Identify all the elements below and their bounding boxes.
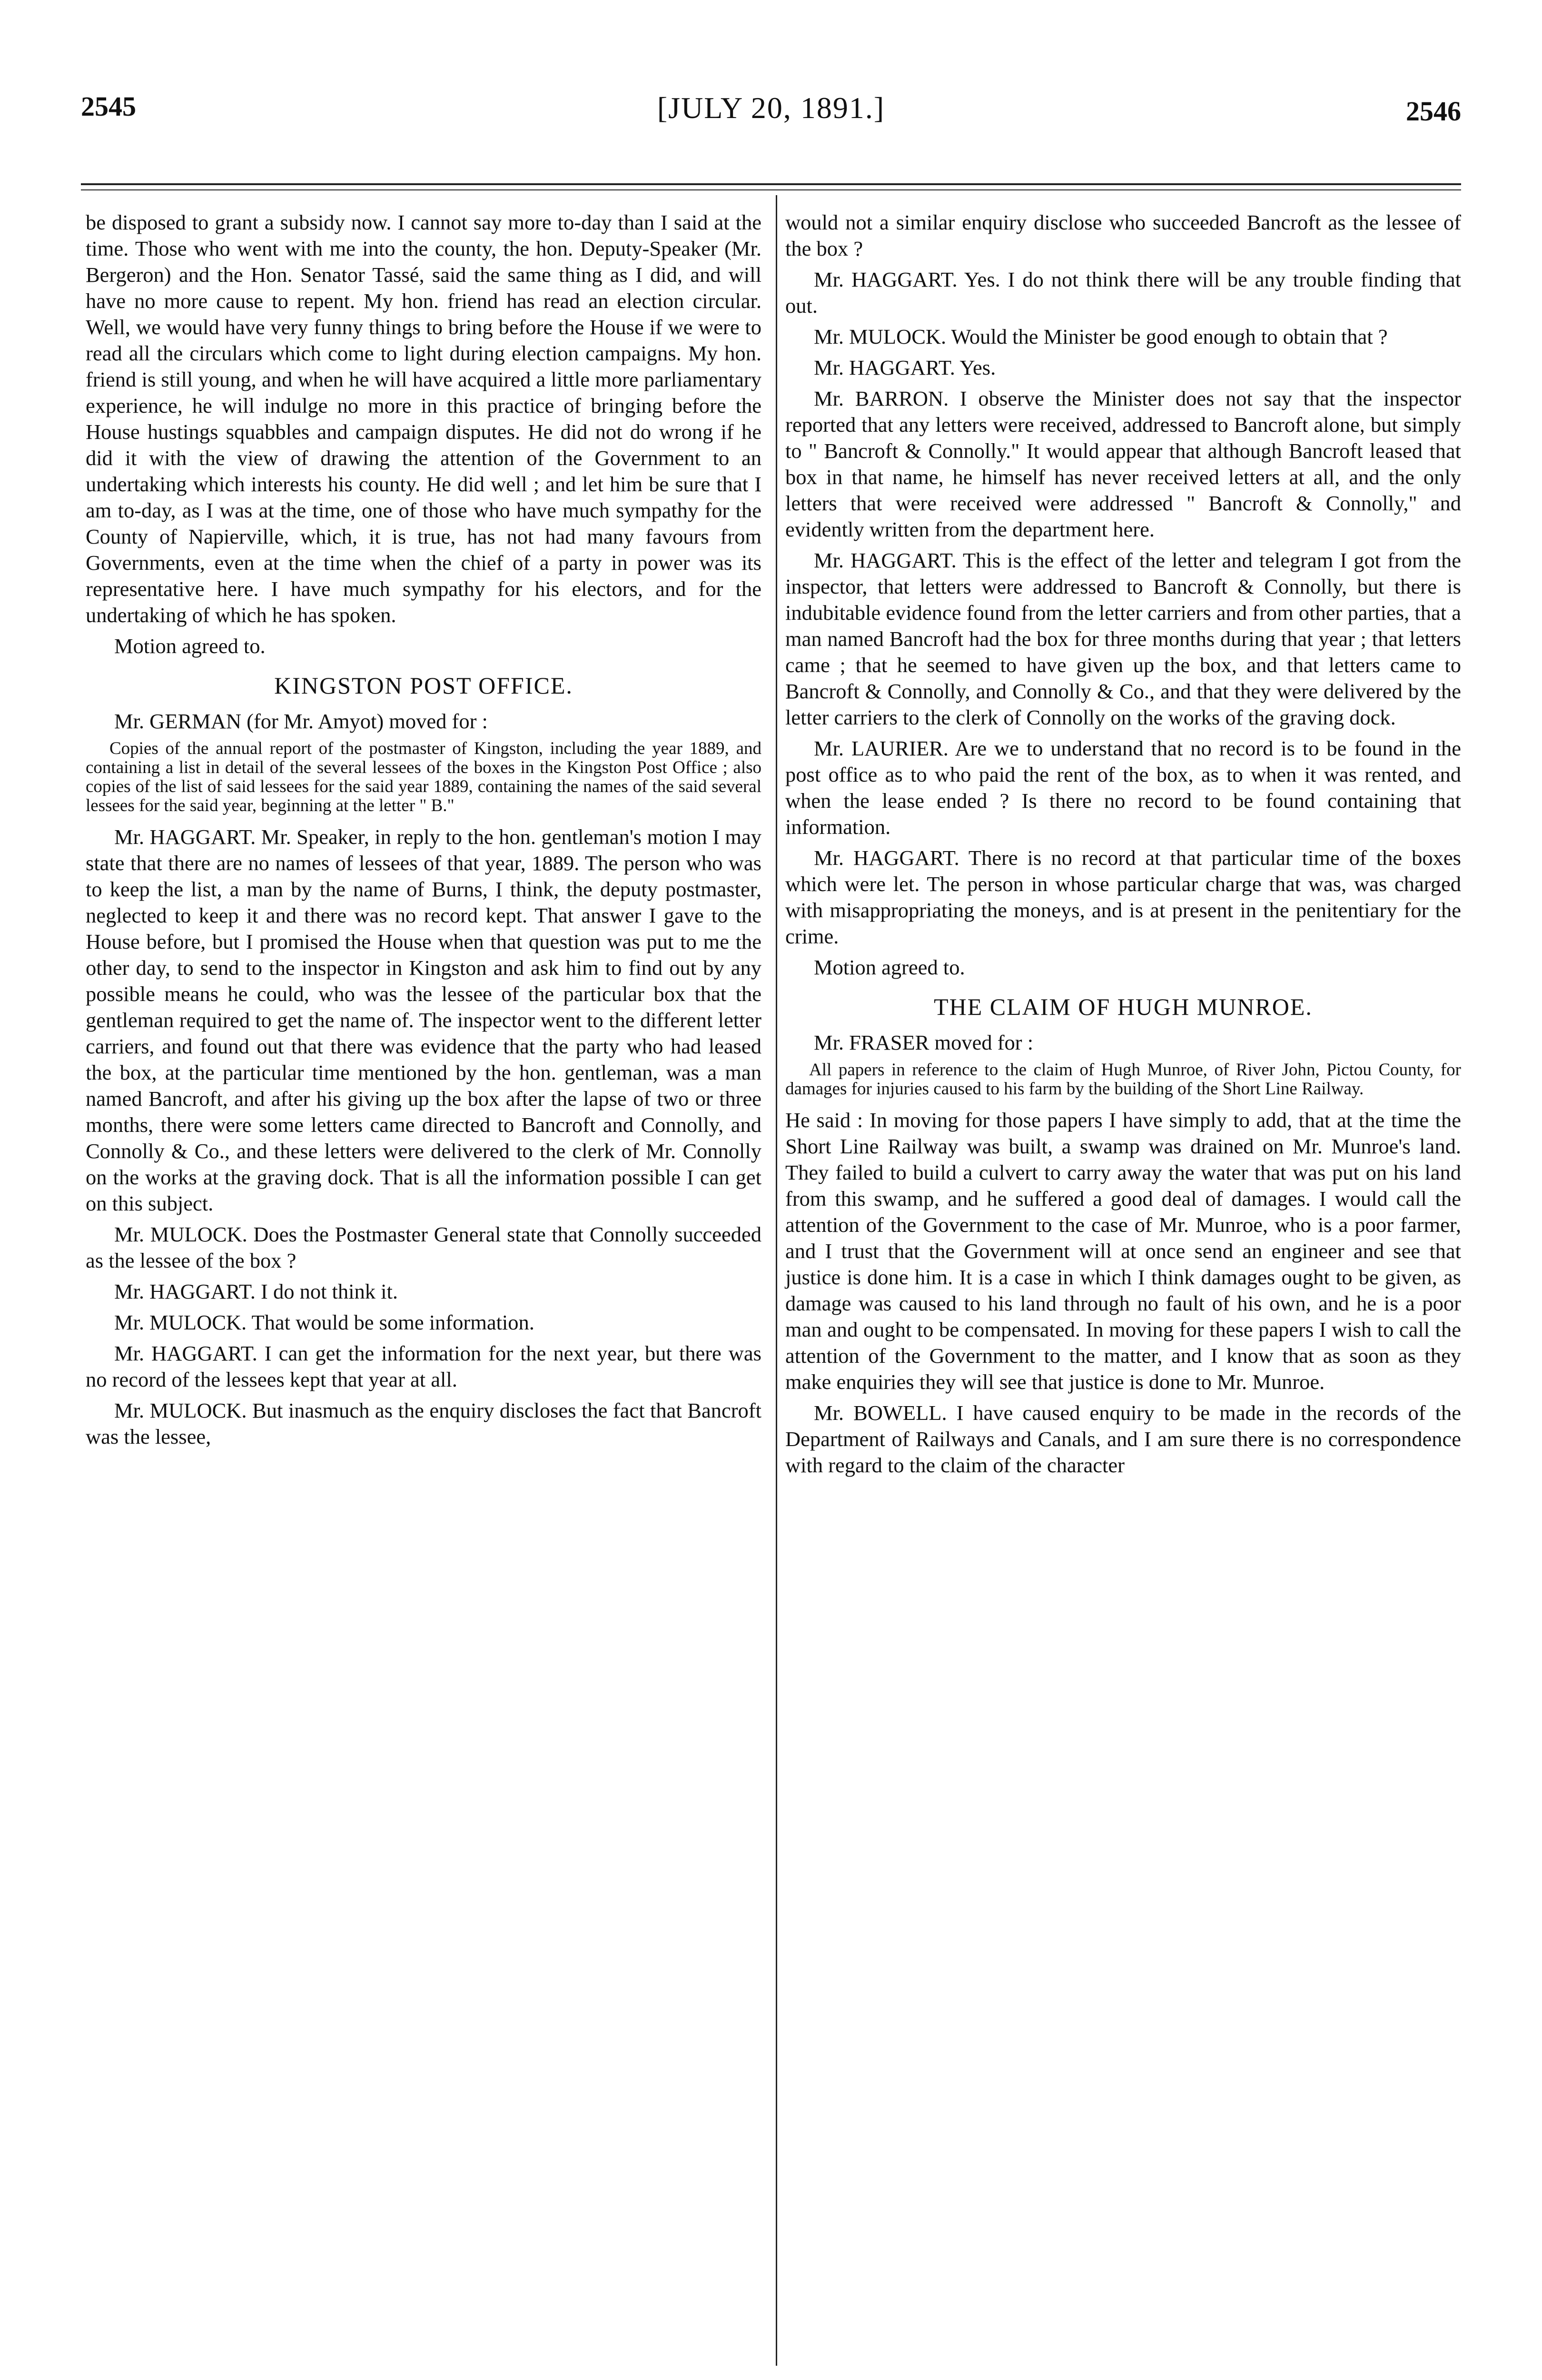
page-header [81, 90, 1461, 148]
page-number-right: 2546 [1406, 96, 1461, 127]
paragraph: Mr. FRASER moved for : [814, 1031, 1034, 1054]
header-rule-thin [81, 189, 1461, 190]
paragraph: Mr. HAGGART. I can get the information for the next year, but there was no record of the lessees kept that year at all. [86, 1341, 761, 1391]
column-divider [776, 195, 777, 2366]
paragraph: Mr. BARRON. I observe the Minister does not say that the inspector reported that any letters were received, addressed to Bancroft alone, but simply to " Bancroft & Connolly." It would appear that although Bancroft leased that box in that name, he himself has never received letters at all, and the only letters that were received were addressed " Bancroft & Connolly," and evidently written from the department here. [785, 387, 1461, 541]
paragraph: Mr. HAGGART. Mr. Speaker, in reply to the hon. gentleman's motion I may state that there are no names of lessees of that year, 1889. The person who was to keep the list, a man by the name of Burns, I think, the deputy postmaster, neglected to keep it and there was no record kept. That answer I gave to the House before, but I promised the House when that question was put to me the other day, to send to the inspector in Kingston and ask him to find out by any possible means he could, who was the lessee of the particular box that the gentleman required to get the name of. The inspector went to the different letter carriers, and found out that there was evidence that the party who had leased the box, at the particular time mentioned by the hon. gentleman, was a man named Bancroft, and after his giving up the box after the lapse of two or three months, there were some letters came directed to Bancroft and Connolly, and Connolly & Co., and these letters were delivered to the clerk of Mr. Connolly on the works at the graving dock. That is all the information possible I can get on this subject. [86, 825, 761, 1215]
left-column [86, 209, 761, 1455]
paragraph: Mr. HAGGART. Yes. [814, 356, 996, 379]
page-date: [JULY 20, 1891.] [657, 91, 885, 125]
paragraph: Motion agreed to. [114, 634, 266, 658]
header-rule [81, 183, 1461, 185]
paragraph: He said : In moving for those papers I have simply to add, that at the time the Short Line Railway was built, a swamp was drained on Mr. Munroe's land. They failed to build a culvert to carry away the water that was put on his land from this swamp, and he suffered a good deal of damages. I would call the attention of the Government to the case of Mr. Munroe, who is a poor farmer, and I trust that the Government will at once send an engineer and see that justice is done him. It is a case in which I think damages ought to be given, as damage was caused to his land through no fault of his own, and he is a poor man and ought to be compensated. In moving for these papers I wish to call the attention of the Government to the matter, and I know that as soon as they make enquiries they will see that justice is done to Mr. Munroe. [785, 1108, 1461, 1394]
paragraph: Motion agreed to. [814, 955, 965, 979]
paragraph: Mr. HAGGART. Yes. I do not think there will be any trouble finding that out. [785, 268, 1461, 317]
paragraph: Mr. GERMAN (for Mr. Amyot) moved for : [114, 709, 488, 733]
paragraph: Mr. MULOCK. Does the Postmaster General state that Connolly succeeded as the lessee of the box ? [86, 1222, 761, 1272]
paragraph: would not a similar enquiry disclose who succeeded Bancroft as the lessee of the box ? [785, 210, 1461, 260]
paragraph: Mr. MULOCK. But inasmuch as the enquiry discloses the fact that Bancroft was the lessee, [86, 1398, 761, 1448]
right-column [785, 209, 1461, 1483]
paragraph: be disposed to grant a subsidy now. I cannot say more to-day than I said at the time. Those who went with me into the county, the hon. Deputy-Speaker (Mr. Bergeron) and the Hon. Senator Tassé, said the same thing as I did, and will have no more cause to repent. My hon. friend has read an election circular. Well, we would have very funny things to bring before the House if we were to read all the circulars which come to light during election campaigns. My hon. friend is still young, and when he will have acquired a little more parliamentary experience, he will indulge no more in this practice of bringing before the House hustings squabbles and campaign disputes. He did not do wrong if he did it with the view of drawing the attention of the Government to an undertaking which interests his county. He did well ; and let him be sure that I am to-day, as I was at the time, one of those who have much sympathy for the County of Napierville, which, it is true, has not had many favours from Governments, even at the time when the chief of a party in power was its representative here. I have much sympathy for his electors, and for the undertaking of which he has spoken. [86, 210, 761, 627]
section-heading: THE CLAIM OF HUGH MUNROE. [934, 993, 1313, 1020]
paragraph: Mr. HAGGART. I do not think it. [114, 1279, 398, 1303]
paragraph: Mr. MULOCK. That would be some information. [114, 1310, 534, 1334]
paragraph: Mr. LAURIER. Are we to understand that no record is to be found in the post office as to who paid the rent of the box, as to when it was rented, and when the lease ended ? Is there no record to be found containing that information. [785, 736, 1461, 839]
page-number-left: 2545 [81, 91, 136, 122]
motion-quote: All papers in reference to the claim of Hugh Munroe, of River John, Pictou County, for damages for injuries caused to his farm by the building of the Short Line Railway. [785, 1060, 1461, 1099]
motion-quote: Copies of the annual report of the postmaster of Kingston, including the year 1889, and containing a list in detail of the several lessees of the boxes in the Kingston Post Office ; also copies of the list of said lessees for the said year 1889, containing the names of the said several lessees for the said year, beginning at the letter " B." [86, 739, 761, 815]
paragraph: Mr. HAGGART. There is no record at that particular time of the boxes which were let. The person in whose particular charge that was, was charged with misappropriating the moneys, and is at present in the penitentiary for the crime. [785, 846, 1461, 948]
section-heading: KINGSTON POST OFFICE. [274, 672, 573, 699]
paragraph: Mr. MULOCK. Would the Minister be good enough to obtain that ? [814, 325, 1388, 348]
paragraph: Mr. BOWELL. I have caused enquiry to be made in the records of the Department of Railways and Canals, and I am sure there is no correspondence with regard to the claim of the character [785, 1401, 1461, 1477]
paragraph: Mr. HAGGART. This is the effect of the letter and telegram I got from the inspector, that letters were addressed to Bancroft & Connolly, but there is indubitable evidence found from the letter carriers and from other parties, that a man named Bancroft had the box for three months during that year ; that letters came ; that he seemed to have given up the box, and that letters came to Bancroft & Connolly, and Connolly & Co., and that they were delivered by the letter carriers to the clerk of Connolly on the works of the graving dock. [785, 548, 1461, 729]
